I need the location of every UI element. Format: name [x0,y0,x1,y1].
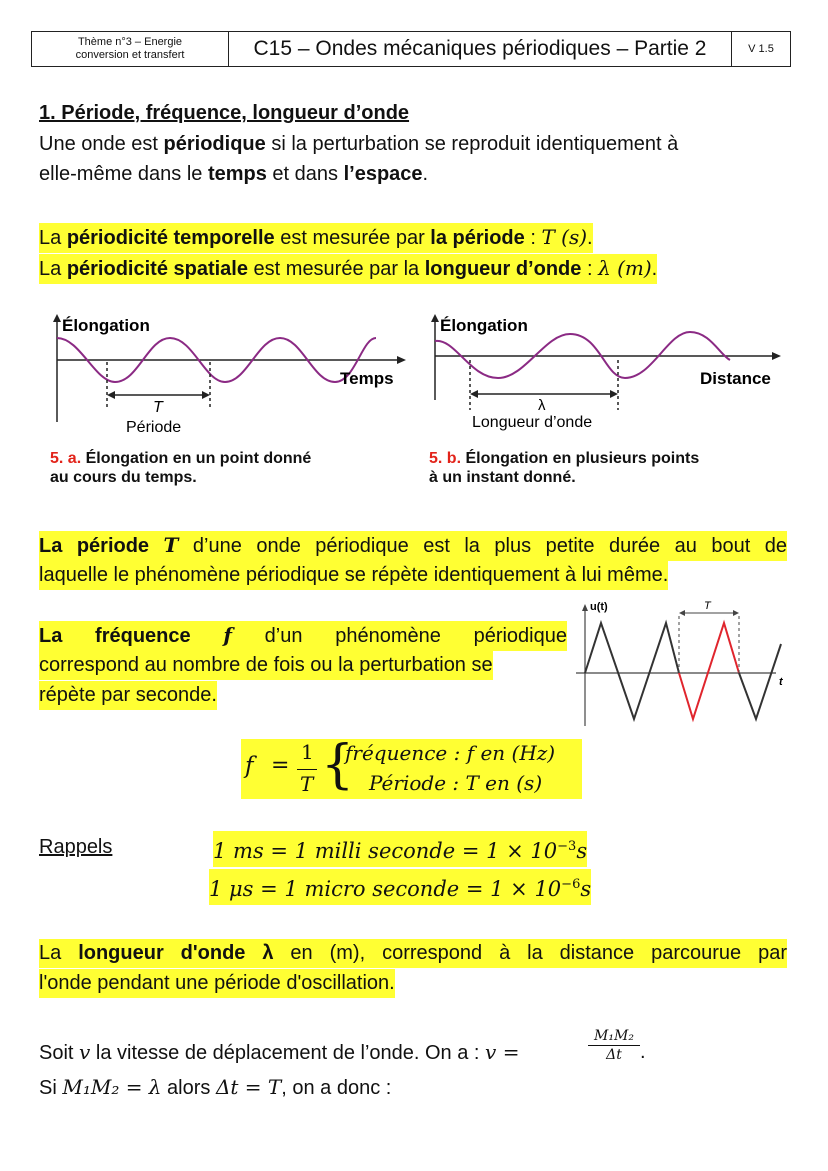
space-wave-figure [420,310,790,440]
text: en (m), correspond à la distance parcourue par [273,942,787,964]
formula-equals: = [271,753,290,778]
triangle-period [679,623,739,719]
period-symbol: T [704,600,711,612]
fraction-denominator: Δt [606,1047,622,1063]
theme-cell [32,32,229,66]
text: alors [161,1077,216,1099]
text: et dans [266,163,344,185]
sine-curve [435,332,730,378]
arrow-head [107,391,115,399]
freq-definition-line2: correspond au nombre de fois ou la perturbation se [39,651,493,680]
bold-text: la période [430,227,525,249]
highlight-spatial [39,254,657,284]
text: est mesurée par [274,227,431,249]
caption-text: à un instant donné. [429,469,576,486]
math: s [576,839,588,863]
bold-text: temps [207,163,267,185]
text: : [581,258,599,280]
bold-text: l’espace [343,163,423,185]
caption-number: 5. b. [429,450,462,467]
text: la vitesse de déplacement de l’onde. On a : [90,1042,486,1064]
arrow-head [733,610,739,616]
y-arrow [431,314,439,322]
bold-text: La période [39,535,164,557]
caption-text: Élongation en un point donné [81,450,312,467]
time-wave-figure [40,310,410,440]
wavelength-definition-line1 [39,939,787,968]
text: . [422,163,429,185]
text: si la perturbation se reproduit identiquement à [265,133,679,155]
paragraph-line [39,160,428,189]
reminder-us [209,869,591,905]
period-label: Période [126,419,182,436]
triangle-curve [739,644,781,719]
text: d’une onde périodique est la plus petite durée au bout de [178,535,787,557]
highlight-temporal [39,223,593,253]
reminder-ms [213,831,587,867]
text: Si [39,1077,63,1099]
math: v [79,1040,91,1064]
caption-left [50,449,311,487]
formula-box [241,735,582,799]
math: f [223,623,232,647]
exponent: −6 [561,877,581,892]
y-label: Élongation [62,316,150,335]
caption-right [429,449,699,487]
fraction-numerator: M₁M₂ [588,1028,640,1046]
text: La [39,258,67,280]
x-label: Temps [340,369,394,388]
wavelength-definition-line2: l'onde pendant une période d'oscillation. [39,969,395,998]
speed-fraction [588,1028,640,1064]
math: v = [485,1040,520,1064]
arrow-head [202,391,210,399]
y-arrow [582,604,588,611]
text: La [39,227,67,249]
math: T [163,533,179,557]
bold-text: longueur d'onde λ [78,942,274,964]
bold-text: longueur d’onde [424,258,582,280]
text: . [587,227,593,249]
exponent: −3 [557,839,577,854]
period-symbol: T [153,399,163,416]
triangle-wave-figure [576,598,794,728]
speed-dot: . [640,1041,646,1063]
math: 1 μs = 1 micro seconde = 1 × 10 [209,877,562,901]
arrow-head [679,610,685,616]
bold-text: périodicité spatiale [66,258,248,280]
y-label: u(t) [590,601,608,613]
caption-text: Élongation en plusieurs points [461,450,700,467]
curly-brace: { [321,735,355,795]
formula-line2: Période : T en (s) [369,771,543,795]
header-table [31,31,791,67]
math: Δt = T [215,1075,282,1099]
math: 1 ms = 1 milli seconde = 1 × 10 [213,839,558,863]
section-heading: 1. Période, fréquence, longueur d’onde [39,102,410,124]
freq-definition-line1 [39,621,567,651]
math: λ (m) [598,256,652,280]
caption-text: au cours du temps. [50,469,197,486]
paragraph-line [39,130,678,159]
text: est mesurée par la [247,258,425,280]
x-arrow [772,352,781,360]
rappels-label: Rappels [39,836,113,858]
text: La [39,942,79,964]
x-arrow [397,356,406,364]
y-label: Élongation [440,316,528,335]
formula-f: f [245,753,254,779]
theme-line1: Thème n°3 – Energie [77,36,183,48]
freq-definition-line3: répète par seconde. [39,681,217,710]
arrow-head [610,390,618,398]
text: , on a donc : [281,1077,392,1099]
bold-text: périodique [163,133,266,155]
bold-text: périodicité temporelle [66,227,275,249]
arrow-head [470,390,478,398]
fraction-denominator: T [300,772,314,796]
text: . [651,258,658,280]
x-label: t [779,676,783,688]
bold-text: La fréquence [39,625,224,647]
formula-line1: fréquence : f en (Hz) [345,741,556,765]
chapter-title: C15 – Ondes mécaniques périodiques – Partie 2 [229,32,732,66]
period-definition-line1 [39,531,787,561]
math: T (s) [541,225,588,249]
conclusion-line [39,1073,391,1103]
version-badge: V 1.5 [748,43,774,55]
period-definition-line2: laquelle le phénomène périodique se répète identiquement à lui même. [39,561,668,590]
text: Une onde est [39,133,164,155]
text: Soit [39,1042,80,1064]
math: M₁M₂ = λ [62,1075,162,1099]
text: : [524,227,542,249]
x-label: Distance [700,369,771,388]
theme-line2: conversion et transfert [75,49,185,61]
text: d’un phénomène périodique [231,625,567,647]
wavelength-label: Longueur d’onde [472,414,593,431]
y-arrow [53,314,61,322]
speed-line [39,1038,519,1068]
lambda-symbol: λ [538,397,546,414]
triangle-curve [585,623,679,719]
fraction-bar [297,769,317,770]
text: elle-même dans le [39,163,208,185]
caption-number: 5. a. [50,450,82,467]
fraction-numerator: 1 [301,740,314,764]
math: s [580,877,592,901]
